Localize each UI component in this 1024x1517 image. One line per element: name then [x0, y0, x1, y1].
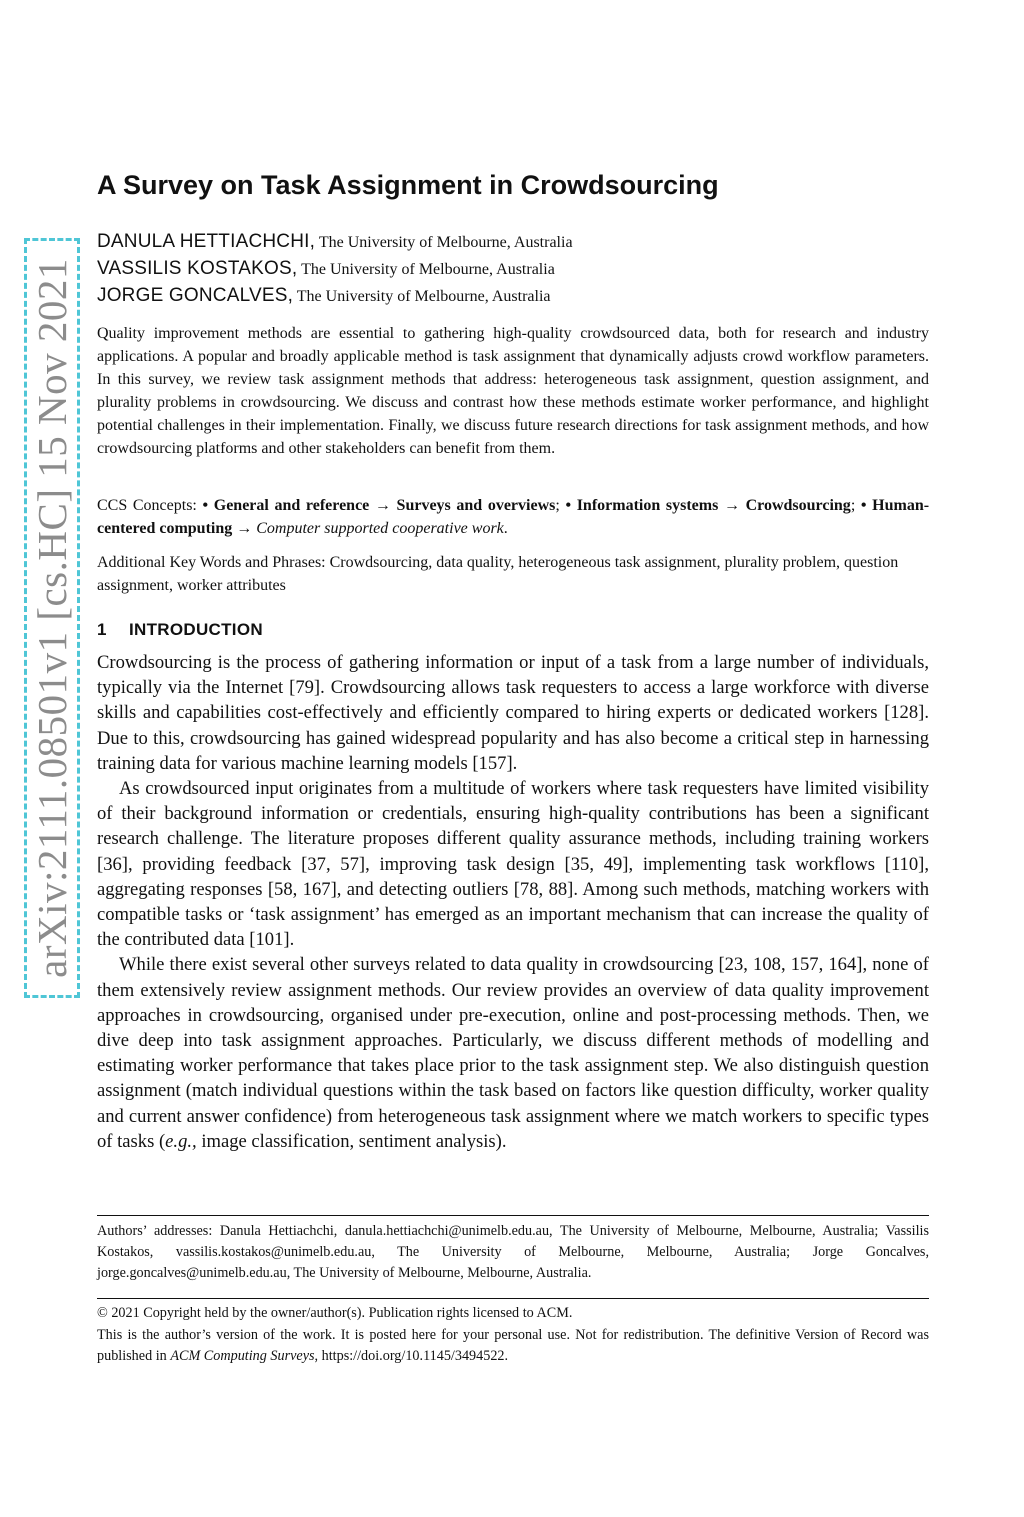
section-number: 1: [97, 620, 107, 639]
author-name: DANULA HETTIACHCHI,: [97, 231, 316, 252]
abstract: Quality improvement methods are essential to gathering high-quality crowdsourced data, both for research and industry applications. A popular and broadly applicable method is task assignment that dynamically adjusts crowd workflow parameters. In this survey, we review task assignment methods that address: heterogeneous task assignment, question assignment, and plurality problems in crowdsourcing. We discuss and contrast how these methods estimate worker performance, and highlight potential challenges in their implementation. Finally, we discuss future research directions for task assignment methods, and how crowdsourcing platforms and other stakeholders can benefit from them.: [97, 325, 929, 457]
author-affiliation: The University of Melbourne, Australia: [297, 261, 555, 278]
body-paragraph: [97, 952, 929, 1154]
version-text: This is the author’s version of the work. It is posted here for your personal use. Not for redistribution. The definitive Version of Record was published in: [97, 1327, 929, 1364]
author-entry: [97, 255, 929, 282]
keywords: Additional Key Words and Phrases: Crowdsourcing, data quality, heterogeneous task assignment, plurality problem, question assignment, worker attributes: [97, 554, 899, 594]
paragraph-italic: e.g.,: [165, 1130, 197, 1152]
doi-text: , https://doi.org/10.1145/3494522.: [314, 1348, 509, 1364]
arxiv-side-stamp: [24, 238, 80, 998]
copyright-divider: [97, 1298, 929, 1299]
ccs-separator: ;: [555, 497, 566, 514]
arxiv-identifier: arXiv:2111.08501v1 [cs.HC] 15 Nov 2021: [29, 258, 75, 978]
section-title: INTRODUCTION: [129, 620, 263, 639]
introduction-body: [97, 650, 929, 1154]
author-entry: [97, 282, 929, 309]
ccs-concept-3-leaf: Computer supported cooperative work: [252, 520, 504, 537]
author-affiliation: The University of Melbourne, Australia: [293, 288, 551, 305]
author-name: VASSILIS KOSTAKOS,: [97, 258, 298, 279]
ccs-end: .: [503, 520, 508, 537]
author-name: JORGE GONCALVES,: [97, 285, 294, 306]
ccs-concept-3: • Human-centered computing →: [97, 497, 930, 537]
paper-title: A Survey on Task Assignment in Crowdsourcing: [97, 170, 719, 200]
ccs-separator: ;: [850, 497, 861, 514]
ccs-concepts: [97, 494, 929, 540]
ccs-prefix: CCS Concepts:: [97, 497, 203, 514]
ccs-concept-2: • Information systems → Crowdsourcing: [565, 497, 851, 514]
body-paragraph: As crowdsourced input originates from a multitude of workers where task requesters have limited visibility of their background information or credentials, ensuring high-quality contributions has been a significant research challenge. The literature proposes different quality assurance methods, including training workers [36], providing feedback [37, 57], improving task design [35, 49], implementing task workflows [110], aggregating responses [58, 167], and detecting outliers [78, 88]. Among such methods, matching workers with compatible tasks or ‘task assignment’ has emerged as an important mechanism that can increase the quality of the contributed data [101].: [97, 778, 929, 951]
author-entry: [97, 228, 929, 255]
author-affiliation: The University of Melbourne, Australia: [315, 234, 573, 251]
author-list: [97, 228, 929, 309]
body-paragraph: Crowdsourcing is the process of gathering information or input of a task from a large number of individuals, typically via the Internet [79]. Crowdsourcing allows task requesters to access a large workforce with diverse skills and capabilities cost-effectively and efficiently compared to hiring experts or dedicated workers [128]. Due to this, crowdsourcing has gained widespread popularity and has also become a critical step in harnessing training data for various machine learning models [157].: [97, 652, 929, 774]
paper-page: [97, 0, 929, 1517]
paragraph-text: image classification, sentiment analysis).: [196, 1130, 507, 1152]
journal-name: ACM Computing Surveys: [170, 1348, 315, 1364]
paragraph-text: While there exist several other surveys related to data quality in crowdsourcing [23, 108, 157, 164], none of them extensively review assignment methods. Our review provides an overview of data quality improvement approaches in crowdsourcing, organised under pre-execution, online and post-processing methods. Then, we dive deep into task assignment approaches. Particularly, we discuss different methods of modelling and estimating worker performance that takes place prior to the task assignment step. We also distinguish question assignment (match individual questions within the task based on factors like question difficulty, worker quality and current answer confidence) from heterogeneous task assignment where we match workers to specific types of tasks (: [97, 954, 929, 1152]
version-notice: [97, 1325, 929, 1367]
author-addresses: Authors’ addresses: Danula Hettiachchi, danula.hettiachchi@unimelb.edu.au, The University of Melbourne, Melbourne, Australia; Vassilis Kostakos, vassilis.kostakos@unimelb.edu.au, The University of Melbourne, Melbourne, Australia; Jorge Goncalves, jorge.goncalves@unimelb.edu.au, The University of Melbourne, Melbourne, Australia.: [97, 1223, 929, 1281]
ccs-concept-1: • General and reference → Surveys and overviews: [202, 497, 556, 514]
footnote-divider: [97, 1215, 929, 1216]
copyright-notice: © 2021 Copyright held by the owner/author(s). Publication rights licensed to ACM.: [97, 1305, 573, 1321]
section-heading: [97, 620, 263, 640]
